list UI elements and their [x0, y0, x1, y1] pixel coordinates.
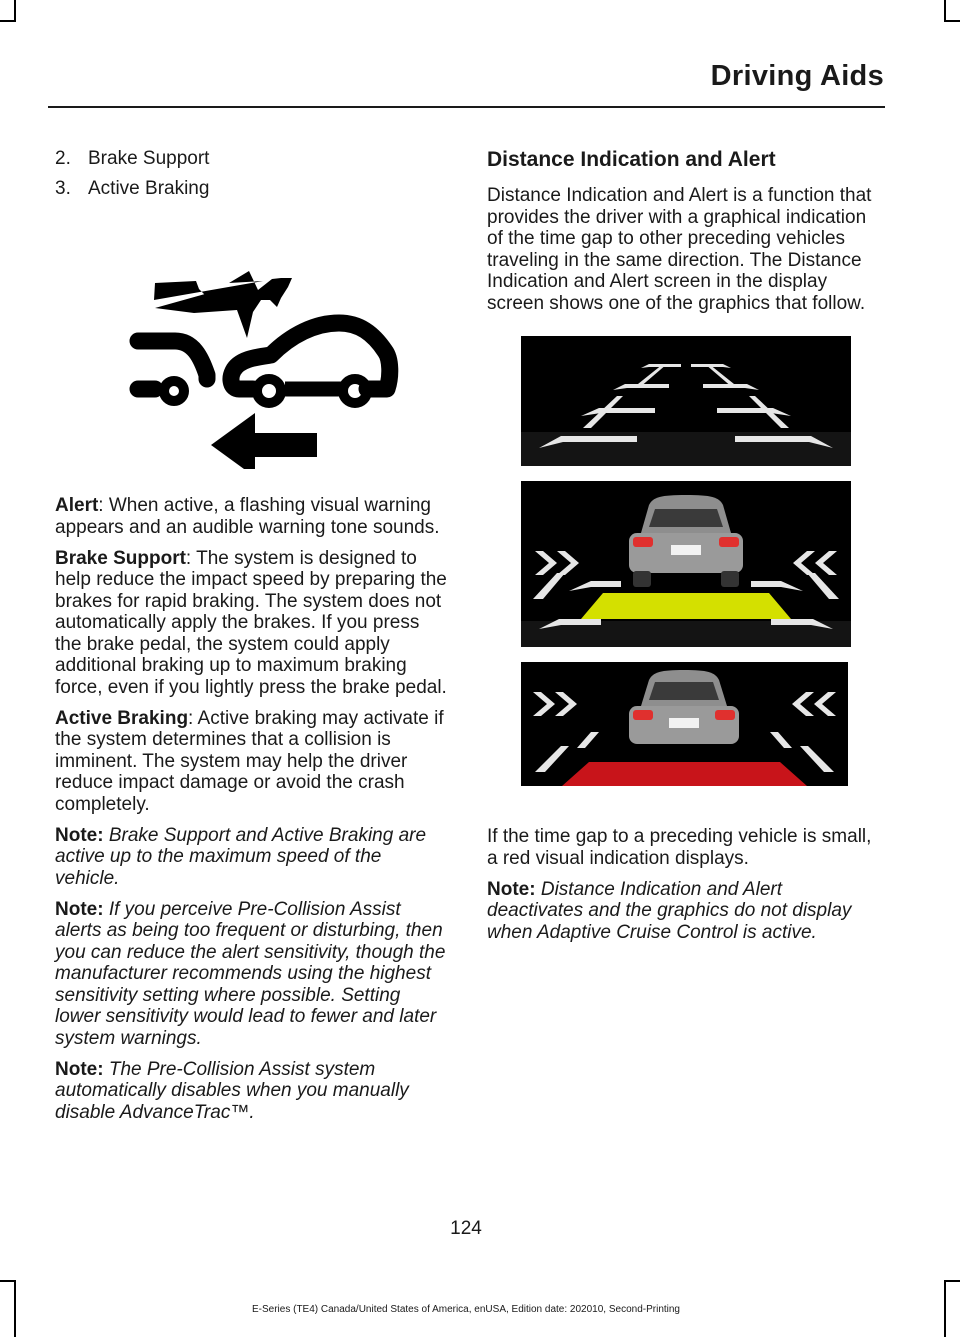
- page-number: 124: [450, 1218, 482, 1239]
- right-column: [487, 148, 882, 953]
- header-rule: [48, 106, 885, 108]
- note-sensitivity: [55, 899, 450, 1050]
- section-heading: Distance Indication and Alert: [487, 148, 776, 171]
- list-item: [55, 178, 450, 200]
- text-active-braking: : Active braking may activate if the system determines that a collision is imminent. The system may help the driver reduce impact damage or avoid the crash completely.: [55, 707, 444, 815]
- rear-car-wheel-front-icon: [257, 379, 281, 403]
- rear-car-wheel-back-icon: [343, 379, 367, 403]
- list-number: 3.: [55, 177, 71, 199]
- front-car-icon: [138, 341, 207, 379]
- paragraph-alert: [55, 495, 450, 538]
- crop-mark-top-left-v: [14, 0, 16, 22]
- distance-graphic-red: [521, 662, 882, 786]
- note-text: Brake Support and Active Braking are active up to the maximum speed of the vehicle.: [55, 824, 427, 889]
- gap-band-yellow: [581, 593, 791, 619]
- term-brake-support: Brake Support: [55, 547, 186, 569]
- note-text: The Pre-Collision Assist system automatically disables when you manually disable AdvanceTrac™.: [55, 1058, 409, 1123]
- text-alert: : When active, a flashing visual warning appears and an audible warning tone sounds.: [55, 495, 440, 538]
- term-alert: Alert: [55, 495, 99, 516]
- intro-paragraph: Distance Indication and Alert is a function that provides the driver with a graphical indication of the time gap to other preceding vehicles traveling in the same direction. The Distance Indication and Alert screen in the display screen shows one of the graphics that follow.: [487, 185, 872, 314]
- crop-mark-top-right-v: [944, 0, 946, 22]
- pre-collision-assist-icon: [55, 211, 450, 469]
- note-label: Note:: [487, 878, 536, 900]
- crop-mark-bottom-right-v: [944, 1280, 946, 1337]
- list-label: Brake Support: [88, 148, 210, 169]
- left-column: [55, 148, 450, 1133]
- note-acc: [487, 879, 882, 944]
- crop-mark-top-right-h: [944, 20, 960, 22]
- list-number: 2.: [55, 148, 71, 169]
- distance-graphic-yellow: [521, 481, 882, 647]
- note-label: Note:: [55, 898, 104, 920]
- paragraph-active-braking: [55, 708, 450, 816]
- note-label: Note:: [55, 1058, 104, 1080]
- feature-list: [55, 148, 450, 199]
- crop-mark-bottom-left-h: [0, 1280, 16, 1282]
- front-car-wheel-icon: [164, 381, 184, 401]
- note-text: If you perceive Pre-Collision Assist alerts as being too frequent or disturbing, then you can reduce the alert sensitivity, though the manufacturer recommends using the highest sensitivity setting where possible. Setting lower sensitivity would lead to fewer and later system warnings.: [55, 898, 446, 1049]
- list-label: Active Braking: [88, 177, 210, 199]
- edition-line: E-Series (TE4) Canada/United States of America, enUSA, Edition date: 202010, Second-Printing: [251, 1304, 680, 1315]
- list-item: [55, 148, 450, 170]
- section-title: Driving Aids: [710, 60, 884, 92]
- note-advancetrac: [55, 1059, 450, 1124]
- crop-mark-bottom-right-h: [944, 1280, 960, 1282]
- gap-band-red: [562, 762, 807, 786]
- note-speed: [55, 825, 450, 890]
- red-indication-paragraph: If the time gap to a preceding vehicle is small, a red visual indication displays.: [487, 826, 872, 869]
- paragraph-brake-support: [55, 548, 450, 699]
- crop-mark-top-left-h: [0, 20, 16, 22]
- term-active-braking: Active Braking: [55, 707, 189, 729]
- note-label: Note:: [55, 824, 104, 846]
- collision-star-icon: [154, 271, 292, 338]
- braking-arrow-icon: [211, 413, 317, 469]
- note-text: Distance Indication and Alert deactivates and the graphics do not display when Adaptive Cruise Control is active.: [487, 878, 852, 943]
- distance-graphic-road: [521, 336, 882, 466]
- text-brake-support: : The system is designed to help reduce the impact speed by preparing the brakes for rapid braking. The system does not automatically apply the brakes. If you press the brake pedal, the system could apply additional braking up to maximum braking force, even if you lightly press the brake pedal.: [55, 547, 447, 698]
